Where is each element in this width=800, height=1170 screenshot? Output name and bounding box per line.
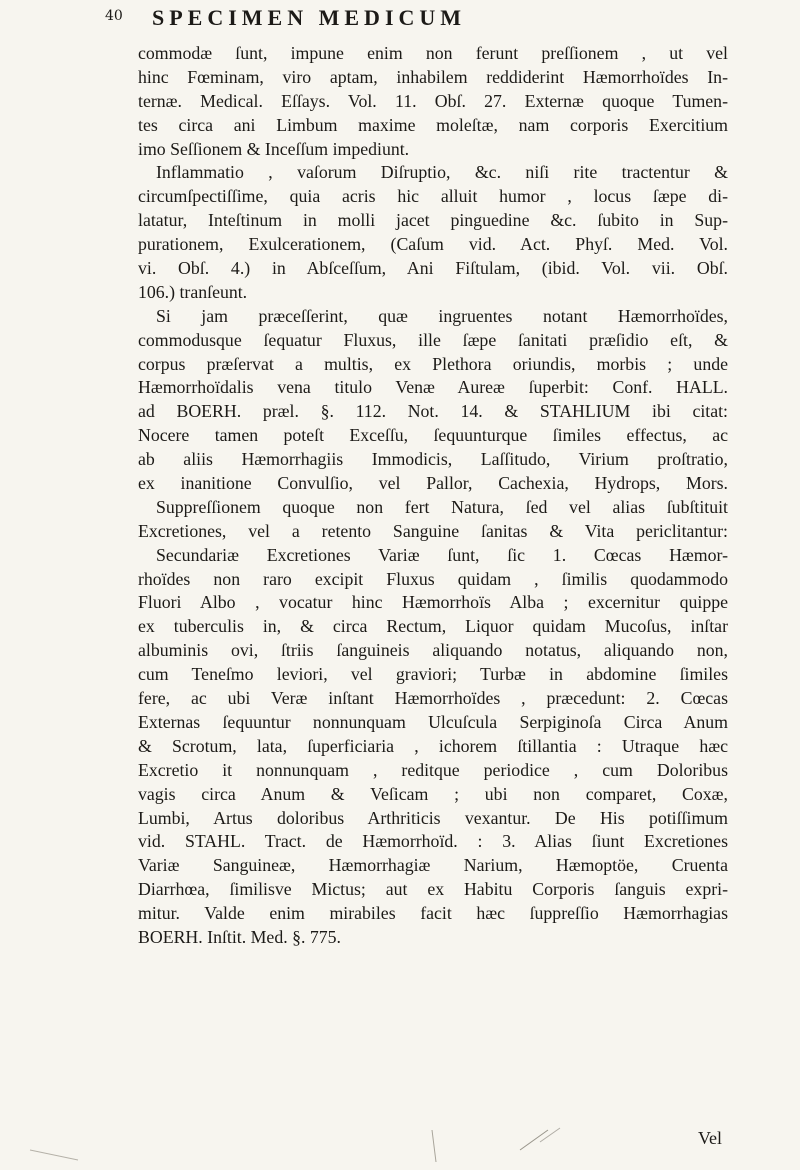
text-line: Diarrhœa, ſimilisve Mictus; aut ex Habitu Corporis ſanguis expri- [138,879,728,900]
text-line: cum Teneſmo leviori, vel graviori; Turbæ in abdomine ſimiles [138,664,728,685]
text-line: ad BOERH. præl. §. 112. Not. 14. & STAHLIUM ibi citat: [138,401,728,422]
running-head: SPECIMEN MEDICUM [152,5,467,30]
text-line: vid. STAHL. Tract. de Hæmorrhoïd. : 3. Alias ſiunt Excretiones [138,831,728,852]
page-number: 40 [105,8,123,24]
text-line: Secundariæ Excretiones Variæ ſunt, ſic 1. Cœcas Hæmor- [156,544,728,565]
text-line: Suppreſſionem quoque non fert Natura, ſed vel alias ſubſtituit [156,496,728,517]
text-line: ab aliis Hæmorrhagiis Immodicis, Laſſitudo, Virium proſtratio, [138,449,728,470]
edge-shadow [30,1150,78,1160]
text-line: fere, ac ubi Veræ inſtant Hæmorrhoïdes , præcedunt: 2. Cœcas [138,688,728,709]
pencil-mark [432,1130,436,1162]
text-line: Excretiones, vel a retento Sanguine ſanitas & Vita periclitantur: [138,520,728,541]
text-line: rhoïdes non raro excipit Fluxus quidam , ſimilis quodammodo [138,568,728,589]
text-line: vagis circa Anum & Veſicam ; ubi non comparet, Coxæ, [138,783,728,804]
text-line: latatur, Inteſtinum in molli jacet pinguedine &c. ſubito in Sup- [138,210,728,231]
text-line: BOERH. Inſtit. Med. §. 775. [138,926,341,947]
page-header [0,0,800,40]
text-line: Lumbi, Artus doloribus Arthriticis vexantur. De His potiſſimum [138,807,728,828]
text-line: ex tuberculis in, & circa Rectum, Liquor quidam Mucoſus, inſtar [138,616,728,637]
text-line: Variæ Sanguineæ, Hæmorrhagiæ Narium, Hæmoptöe, Cruenta [138,855,728,876]
text-line: purationem, Exulcerationem, (Caſum vid. Act. Phyſ. Med. Vol. [138,234,728,255]
catchword: Vel [698,1128,722,1148]
text-line: & Scrotum, lata, ſuperficiaria , ichorem ſtillantia : Utraque hæc [138,735,728,756]
body-text [138,42,728,950]
text-line: mitur. Valde enim mirabiles facit hæc ſuppreſſio Hæmorrhagias [138,903,728,924]
text-line: Fluori Albo , vocatur hinc Hæmorrhoïs Alba ; excernitur quippe [138,592,728,613]
pencil-mark [540,1128,560,1142]
text-line: tes circa ani Limbum maxime moleſtæ, nam corporis Exercitium [138,114,728,135]
text-line: vi. Obſ. 4.) in Abſceſſum, Ani Fiſtulam, (ibid. Vol. vii. Obſ. [138,258,728,279]
text-line: circumſpectiſſime, quia acris hic alluit humor , locus ſæpe di- [138,186,728,207]
text-line: 106.) tranſeunt. [138,281,248,302]
text-line: Nocere tamen poteſt Exceſſu, ſequunturque ſimiles effectus, ac [138,425,728,446]
pencil-mark [520,1130,548,1150]
text-line: commodusque ſequatur Fluxus, ille ſæpe ſanitati præſidio eſt, & [138,329,728,350]
text-line: corpus præſervat a multis, ex Plethora oriundis, morbis ; unde [138,353,728,374]
text-line: Inflammatio , vaſorum Diſruptio, &c. niſi rite tractentur & [156,162,728,183]
text-line: ex inanitione Convulſio, vel Pallor, Cachexia, Hydrops, Mors. [138,473,728,494]
text-line: imo Seſſionem & Inceſſum impediunt. [138,138,410,159]
text-line: hinc Fœminam, viro aptam, inhabilem reddiderint Hæmorrhoïdes In- [138,66,728,87]
text-line: Externas ſequuntur nonnunquam Ulcuſcula Serpiginoſa Circa Anum [138,711,728,732]
text-line: Si jam præceſſerint, quæ ingruentes notant Hæmorrhoïdes, [156,305,728,326]
text-line: Excretio it nonnunquam , reditque periodice , cum Doloribus [138,759,728,780]
text-line: Hæmorrhoïdalis vena titulo Venæ Aureæ ſuperbit: Conf. HALL. [138,377,728,398]
text-line: ternæ. Medical. Eſſays. Vol. 11. Obſ. 27. Externæ quoque Tumen- [138,90,728,111]
text-line: commodæ ſunt, impune enim non ferunt preſſionem , ut vel [138,43,728,63]
text-line: albuminis ovi, ſtriis ſanguineis aliquando notatus, aliquando non, [138,640,728,661]
